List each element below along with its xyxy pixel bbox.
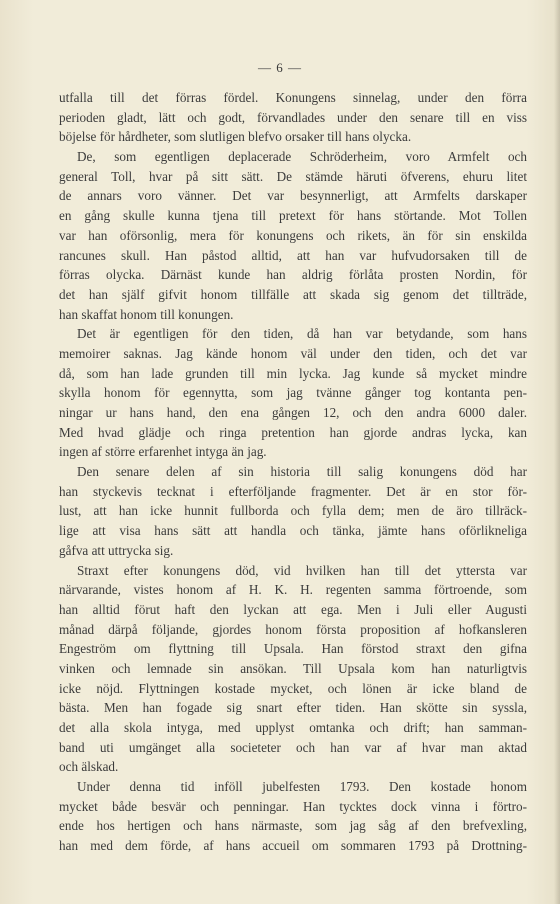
text-line: Under denna tid inföll jubelfesten 1793. Den kostade honom bbox=[77, 779, 527, 795]
text-line: det alla skola intyga, med upplyst omtanka och drift; han samman- bbox=[59, 720, 527, 735]
text-line: Den senare delen af sin historia till salig konungens död har bbox=[77, 464, 527, 480]
text-line: Det är egentligen för den tiden, då han var betydande, som hans bbox=[77, 326, 527, 342]
text-line: förras olycka. Därnäst kunde han aldrig förlåta prosten Nordin, för bbox=[59, 267, 527, 283]
text-line: bästa. Men han fogade sig snart efter tiden. Han skötte sin syssla, bbox=[59, 700, 527, 716]
body-text bbox=[59, 88, 527, 856]
text-line: icke nöjd. Flyttningen kostade mycket, och lönen är icke bland de bbox=[59, 680, 527, 696]
text-line: då, som han lade grunden till min lycka. Jag kunde så mycket mindre bbox=[59, 365, 527, 381]
text-line: de annars voro vänner. Det var besynnerligt, att Armfelts darskaper bbox=[59, 188, 527, 204]
text-line: general Toll, hvar på sitt sätt. De stämde häruti öfverens, ehuru litet bbox=[59, 168, 527, 184]
text-line: gåfva att uttrycka sig. bbox=[59, 542, 174, 558]
page-edge-shadow bbox=[554, 0, 560, 904]
text-line: en gång skulle kunna tjena till pretext för hans störtande. Mot Tollen bbox=[59, 208, 527, 224]
page-number: — 6 — bbox=[258, 60, 302, 75]
text-line: månad därpå följande, gjordes honom första proposition af hofkansleren bbox=[59, 621, 527, 637]
text-line: band uti umgänget alla societeter och han var af hvar man aktad bbox=[59, 739, 527, 755]
text-line: lige att visa hans sätt att handla och tänka, jämte hans oförlikneliga bbox=[59, 523, 527, 539]
text-line: var han oförsonlig, mera för konungens och rikets, än för sin enskilda bbox=[59, 227, 527, 243]
text-line: mycket både besvär och penningar. Han tycktes dock vinna i förtro- bbox=[59, 798, 527, 814]
text-line: lust, att han icke hunnit fullborda och fylla dem; men de äro tillräck- bbox=[59, 503, 527, 519]
text-line: han skaffat honom till konungen. bbox=[59, 306, 234, 322]
text-line: utfalla till det förras fördel. Konungens sinnelag, under den förra bbox=[59, 90, 527, 105]
text-line: De, som egentligen deplacerade Schröderheim, voro Armfelt och bbox=[77, 149, 527, 165]
text-line: vinken och lemnade sin ansökan. Till Upsala kom han naturligtvis bbox=[59, 660, 527, 676]
text-line: ingen af större erfarenhet intyga än jag. bbox=[59, 444, 267, 460]
text-line: memoirer saknas. Jag kände honom väl under den tiden, och det var bbox=[59, 345, 527, 361]
text-line: Med hvad glädje och ringa pretention han gjorde andras lycka, kan bbox=[59, 424, 527, 440]
text-line: det han själf gifvit honom tillfälle att skada sig genom det tillträde, bbox=[59, 286, 527, 302]
text-line: Straxt efter konungens död, vid hvilken han till det yttersta var bbox=[77, 562, 527, 578]
text-line: perioden gladt, lätt och godt, förvandlades under den senare till en viss bbox=[59, 109, 527, 125]
text-line: Engeström om flyttning till Upsala. Han förstod straxt den gifna bbox=[59, 641, 527, 657]
text-line: ende hos hertigen och hans närmaste, som jag såg af den brefvexling, bbox=[59, 818, 527, 834]
text-line: ningar ur hans hand, den ena gången 12, och den andra 6000 daler. bbox=[59, 405, 527, 420]
text-line: han styckevis tecknat i efterföljande fragmenter. Det är en stor för- bbox=[59, 483, 527, 499]
text-line: och älskad. bbox=[59, 759, 119, 775]
text-line: rancunes skull. Han påstod alltid, att han var hufvudorsaken till de bbox=[59, 247, 527, 263]
text-line: böjelse för hårdheter, som slutligen blefvo orsaker till hans olycka. bbox=[59, 129, 412, 145]
text-line: han med dem förde, af hans accueil om sommaren 1793 på Drottning- bbox=[59, 838, 527, 854]
text-line: närvarande, vistes honom af H. K. H. regenten samma förtroende, som bbox=[59, 582, 527, 598]
text-line: han alltid förut haft den lyckan att ega. Men i Juli eller Augusti bbox=[59, 601, 527, 617]
text-line: skylla honom för egennytta, som jag tvänne gånger tog kontanta pen- bbox=[59, 385, 527, 401]
